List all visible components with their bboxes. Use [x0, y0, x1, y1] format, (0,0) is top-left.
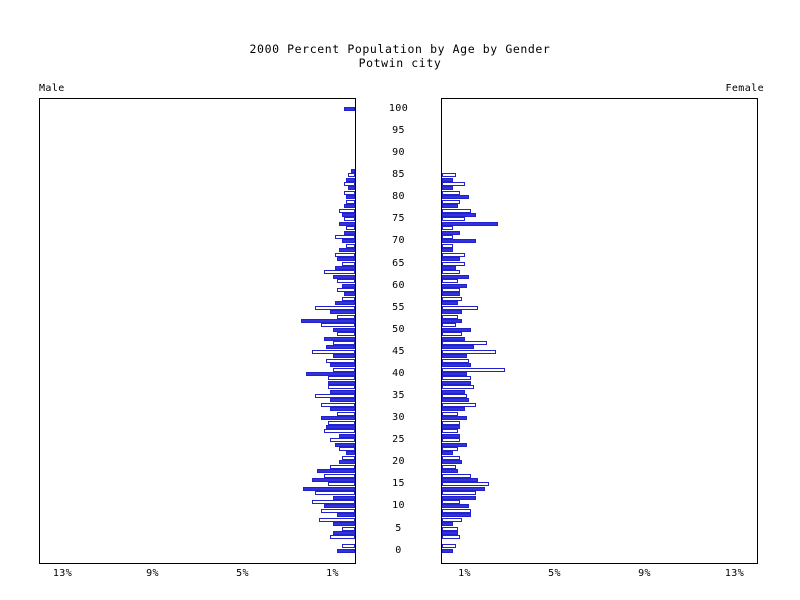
bar-male-age-74 [339, 222, 355, 226]
bar-female-age-69 [442, 244, 453, 248]
bar-male-age-50 [333, 328, 356, 332]
age-tick-50: 50 [392, 323, 405, 335]
bar-female-age-60 [442, 284, 467, 288]
bar-female-age-7 [442, 518, 462, 522]
bar-female-age-53 [442, 315, 458, 319]
age-tick-65: 65 [392, 257, 405, 269]
age-tick-90: 90 [392, 147, 405, 159]
bar-female-age-42 [442, 363, 471, 367]
bar-male-age-49 [337, 332, 355, 336]
bar-male-age-59 [337, 288, 355, 292]
bar-male-age-72 [344, 231, 355, 235]
bar-female-age-66 [442, 257, 460, 261]
male-panel-label: Male [39, 83, 65, 94]
bar-female-age-29 [442, 421, 460, 425]
female-bars [442, 99, 757, 563]
bar-male-age-36 [330, 390, 355, 394]
bar-female-age-26 [442, 434, 460, 438]
bar-male-age-23 [339, 447, 355, 451]
bar-male-age-19 [330, 465, 355, 469]
bar-male-age-66 [337, 257, 355, 261]
bar-female-age-15 [442, 482, 489, 486]
bar-female-age-20 [442, 460, 462, 464]
bar-male-age-40 [306, 372, 356, 376]
bar-female-age-31 [442, 412, 458, 416]
bar-male-age-0 [337, 549, 355, 553]
bar-male-age-14 [303, 487, 355, 491]
age-tick-0: 0 [395, 544, 402, 556]
bar-male-age-20 [339, 460, 355, 464]
bar-male-age-38 [328, 381, 355, 385]
bar-male-age-7 [319, 518, 355, 522]
male-x-tick-5pct: 5% [236, 568, 249, 579]
female-x-tick-1pct: 1% [458, 568, 471, 579]
female-chart-panel [441, 98, 758, 564]
bar-male-age-31 [337, 412, 355, 416]
bar-female-age-37 [442, 385, 474, 389]
bar-male-age-79 [346, 200, 355, 204]
bar-male-age-8 [337, 513, 355, 517]
bar-male-age-45 [312, 350, 355, 354]
bar-female-age-50 [442, 328, 471, 332]
age-axis [356, 98, 441, 564]
bar-male-age-73 [346, 226, 355, 230]
bar-female-age-71 [442, 235, 453, 239]
bar-male-age-11 [312, 500, 355, 504]
bar-male-age-41 [333, 368, 356, 372]
bar-male-age-6 [333, 522, 356, 526]
bar-male-age-100 [344, 107, 355, 111]
age-tick-10: 10 [392, 500, 405, 512]
bar-male-age-83 [344, 182, 355, 186]
age-tick-20: 20 [392, 456, 405, 468]
bar-female-age-49 [442, 332, 462, 336]
bar-female-age-56 [442, 301, 458, 305]
age-tick-35: 35 [392, 390, 405, 402]
bar-male-age-77 [339, 209, 355, 213]
bar-female-age-34 [442, 398, 469, 402]
bar-male-age-60 [342, 284, 356, 288]
bar-female-age-25 [442, 438, 460, 442]
bar-female-age-58 [442, 292, 460, 296]
age-tick-75: 75 [392, 213, 405, 225]
bar-female-age-16 [442, 478, 478, 482]
bar-male-age-15 [328, 482, 355, 486]
bar-male-age-34 [330, 398, 355, 402]
bar-female-age-12 [442, 496, 476, 500]
bar-female-age-61 [442, 279, 458, 283]
bar-female-age-30 [442, 416, 467, 420]
bar-male-age-18 [317, 469, 355, 473]
bar-female-age-47 [442, 341, 487, 345]
bar-male-age-39 [328, 376, 355, 380]
bar-male-age-16 [312, 478, 355, 482]
bar-male-age-52 [301, 319, 355, 323]
bar-female-age-63 [442, 270, 460, 274]
bar-male-age-80 [346, 195, 355, 199]
bar-female-age-35 [442, 394, 467, 398]
bar-female-age-38 [442, 381, 471, 385]
bar-male-age-48 [324, 337, 356, 341]
bar-female-age-68 [442, 248, 453, 252]
bar-female-age-22 [442, 451, 453, 455]
bar-female-age-85 [442, 173, 456, 177]
female-x-tick-5pct: 5% [548, 568, 561, 579]
bar-male-age-25 [330, 438, 355, 442]
bar-female-age-72 [442, 231, 460, 235]
age-tick-100: 100 [388, 103, 409, 114]
bar-female-age-19 [442, 465, 456, 469]
bar-male-age-53 [337, 315, 355, 319]
bar-female-age-40 [442, 372, 467, 376]
bar-male-age-67 [335, 253, 355, 257]
age-tick-5: 5 [395, 522, 402, 534]
bar-female-age-33 [442, 403, 476, 407]
bar-male-age-82 [348, 186, 355, 190]
male-x-axis [39, 568, 356, 582]
bar-female-age-77 [442, 209, 471, 213]
bar-female-age-27 [442, 429, 458, 433]
bar-female-age-14 [442, 487, 485, 491]
bar-male-age-32 [330, 407, 355, 411]
bar-female-age-39 [442, 376, 471, 380]
bar-female-age-78 [442, 204, 458, 208]
bar-male-age-55 [315, 306, 356, 310]
female-x-tick-9pct: 9% [638, 568, 651, 579]
bar-male-age-56 [335, 301, 355, 305]
bar-male-age-9 [321, 509, 355, 513]
bar-female-age-84 [442, 178, 453, 182]
bar-female-age-64 [442, 266, 456, 270]
bar-female-age-73 [442, 226, 453, 230]
bar-female-age-36 [442, 390, 465, 394]
age-tick-30: 30 [392, 412, 405, 424]
bar-male-age-81 [344, 191, 355, 195]
bar-female-age-13 [442, 491, 476, 495]
bar-male-age-37 [328, 385, 355, 389]
bar-female-age-75 [442, 217, 465, 221]
age-tick-60: 60 [392, 279, 405, 291]
female-x-axis [441, 568, 758, 582]
male-x-tick-1pct: 1% [326, 568, 339, 579]
bar-female-age-41 [442, 368, 505, 372]
bar-female-age-4 [442, 531, 458, 535]
bar-female-age-55 [442, 306, 478, 310]
bar-female-age-67 [442, 253, 465, 257]
bar-female-age-79 [442, 200, 460, 204]
bar-female-age-17 [442, 474, 471, 478]
bar-male-age-29 [328, 421, 355, 425]
bar-male-age-21 [342, 456, 356, 460]
bar-female-age-57 [442, 297, 462, 301]
bar-male-age-46 [326, 345, 355, 349]
bar-male-age-64 [335, 266, 355, 270]
bar-female-age-62 [442, 275, 469, 279]
bar-male-age-71 [335, 235, 355, 239]
bar-male-age-69 [346, 244, 355, 248]
female-x-tick-13pct: 13% [724, 568, 745, 579]
age-tick-80: 80 [392, 191, 405, 203]
bar-male-age-85 [348, 173, 355, 177]
bar-male-age-35 [315, 394, 356, 398]
bar-male-age-86 [351, 169, 356, 173]
bar-female-age-48 [442, 337, 465, 341]
bar-male-age-12 [333, 496, 356, 500]
bar-male-age-10 [324, 504, 356, 508]
bar-male-age-70 [342, 239, 356, 243]
bar-male-age-30 [321, 416, 355, 420]
bar-male-age-54 [330, 310, 355, 314]
bar-female-age-1 [442, 544, 456, 548]
bar-male-age-65 [342, 262, 356, 266]
bar-male-age-22 [346, 451, 355, 455]
male-x-tick-13pct: 13% [52, 568, 73, 579]
age-tick-70: 70 [392, 235, 405, 247]
bar-male-age-68 [339, 248, 355, 252]
chart-subtitle: Potwin city [358, 56, 442, 70]
bar-male-age-51 [321, 323, 355, 327]
bar-male-age-27 [324, 429, 356, 433]
bar-female-age-10 [442, 504, 469, 508]
bar-male-age-26 [339, 434, 355, 438]
age-tick-15: 15 [392, 478, 405, 490]
bar-female-age-11 [442, 500, 460, 504]
age-tick-95: 95 [392, 125, 405, 137]
male-chart-panel [39, 98, 356, 564]
bar-female-age-45 [442, 350, 496, 354]
bar-male-age-78 [344, 204, 355, 208]
bar-female-age-8 [442, 513, 471, 517]
bar-male-age-63 [324, 270, 356, 274]
bar-female-age-44 [442, 354, 467, 358]
age-tick-55: 55 [392, 301, 405, 313]
bar-female-age-9 [442, 509, 471, 513]
male-bars [40, 99, 355, 563]
bar-female-age-24 [442, 443, 467, 447]
bar-female-age-70 [442, 239, 476, 243]
bar-male-age-5 [342, 527, 356, 531]
bar-female-age-0 [442, 549, 453, 553]
bar-female-age-43 [442, 359, 469, 363]
bar-male-age-3 [330, 535, 355, 539]
bar-female-age-80 [442, 195, 469, 199]
bar-male-age-76 [342, 213, 356, 217]
bar-male-age-84 [346, 178, 355, 182]
bar-male-age-24 [335, 443, 355, 447]
bar-female-age-28 [442, 425, 460, 429]
bar-male-age-33 [321, 403, 355, 407]
age-tick-45: 45 [392, 345, 405, 357]
bar-male-age-58 [344, 292, 355, 296]
bar-female-age-82 [442, 186, 453, 190]
bar-male-age-17 [324, 474, 356, 478]
bar-male-age-43 [326, 359, 355, 363]
chart-title: 2000 Percent Population by Age by Gender [249, 42, 551, 56]
bar-male-age-61 [337, 279, 355, 283]
age-tick-85: 85 [392, 169, 405, 181]
bar-male-age-13 [315, 491, 356, 495]
bar-female-age-83 [442, 182, 465, 186]
bar-female-age-76 [442, 213, 476, 217]
age-tick-25: 25 [392, 434, 405, 446]
male-x-tick-9pct: 9% [146, 568, 159, 579]
bar-female-age-5 [442, 527, 458, 531]
bar-female-age-23 [442, 447, 458, 451]
bar-female-age-6 [442, 522, 453, 526]
bar-female-age-21 [442, 456, 460, 460]
bar-female-age-18 [442, 469, 458, 473]
bar-female-age-54 [442, 310, 462, 314]
bar-male-age-42 [330, 363, 355, 367]
bar-male-age-28 [326, 425, 355, 429]
female-panel-label: Female [725, 83, 764, 94]
bar-female-age-74 [442, 222, 498, 226]
bar-male-age-75 [344, 217, 355, 221]
bar-male-age-47 [333, 341, 356, 345]
bar-male-age-4 [333, 531, 356, 535]
bar-female-age-3 [442, 535, 460, 539]
bar-female-age-52 [442, 319, 462, 323]
bar-female-age-51 [442, 323, 456, 327]
bar-male-age-44 [333, 354, 356, 358]
bar-female-age-81 [442, 191, 460, 195]
bar-female-age-32 [442, 407, 465, 411]
bar-female-age-59 [442, 288, 460, 292]
bar-female-age-65 [442, 262, 465, 266]
bar-male-age-57 [342, 297, 356, 301]
bar-male-age-62 [333, 275, 356, 279]
bar-male-age-1 [342, 544, 356, 548]
bar-female-age-46 [442, 345, 474, 349]
age-tick-40: 40 [392, 367, 405, 379]
